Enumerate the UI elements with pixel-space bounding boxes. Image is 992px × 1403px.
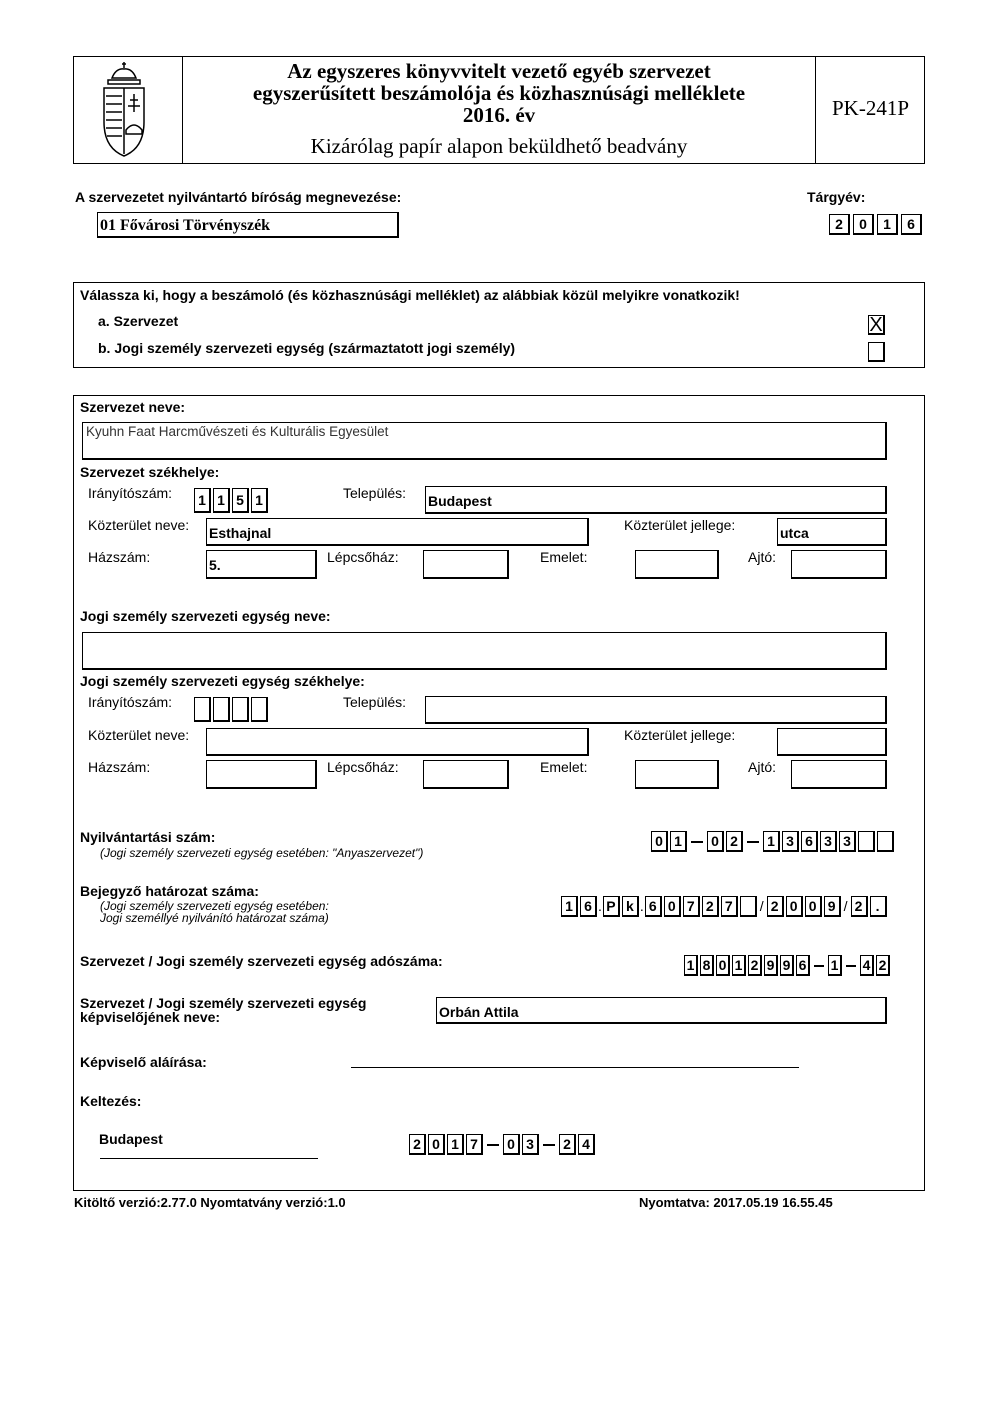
org-floor-label: Emelet: <box>540 549 588 565</box>
dec-char[interactable]: P <box>603 896 620 917</box>
tax-digit[interactable]: 8 <box>700 955 714 976</box>
org-city-label: Település: <box>343 485 407 501</box>
zip-digit[interactable] <box>232 697 249 722</box>
reg-digit[interactable]: 3 <box>839 831 856 852</box>
reg-digit[interactable]: 6 <box>801 831 818 852</box>
dec-char[interactable]: 6 <box>645 896 662 917</box>
selection-question: Válassza ki, hogy a beszámoló (és közhasznúsági melléklet) az alábbiak közül melyikre vonatkozik! <box>80 287 740 303</box>
footer-printed: Nyomtatva: 2017.05.19 16.55.45 <box>639 1195 833 1210</box>
year-digit[interactable]: 6 <box>901 214 922 235</box>
tax-dash <box>846 965 856 967</box>
date-digit[interactable]: 0 <box>428 1134 445 1155</box>
date-digit[interactable]: 0 <box>503 1134 520 1155</box>
dec-dot: . <box>639 898 644 914</box>
unit-stair-field[interactable] <box>423 760 509 789</box>
zip-digit[interactable]: 1 <box>251 488 268 513</box>
dec-char[interactable]: 7 <box>721 896 738 917</box>
org-zip-label: Irányítószám: <box>88 485 173 501</box>
court-field[interactable]: 01 Fővárosi Törvényszék <box>97 212 399 238</box>
org-seat-label: Szervezet székhelye: <box>80 464 220 480</box>
representative-field[interactable]: Orbán Attila <box>436 997 887 1024</box>
dating-place[interactable]: Budapest <box>99 1131 163 1147</box>
org-street-label: Közterület neve: <box>88 517 190 533</box>
dec-char[interactable]: 1 <box>561 896 578 917</box>
unit-house-field[interactable] <box>206 760 317 789</box>
org-floor-field[interactable] <box>635 550 719 579</box>
unit-name-label: Jogi személy szervezeti egység neve: <box>80 608 331 624</box>
reg-digit[interactable]: 0 <box>651 831 668 852</box>
reg-dash <box>747 841 759 843</box>
zip-digit[interactable]: 1 <box>194 488 211 513</box>
tax-digit[interactable]: 1 <box>732 955 746 976</box>
unit-floor-label: Emelet: <box>540 759 588 775</box>
main-form-box <box>73 395 925 1191</box>
tax-number-cells[interactable] <box>684 955 892 976</box>
reg-dash <box>691 841 703 843</box>
org-stair-label: Lépcsőház: <box>327 549 399 565</box>
tax-digit[interactable]: 2 <box>876 955 890 976</box>
unit-name-field[interactable] <box>82 632 887 670</box>
representative-label-line2: képviselőjének neve: <box>80 1009 221 1025</box>
unit-house-label: Házszám: <box>88 759 151 775</box>
option-b-checkbox[interactable] <box>868 342 885 362</box>
zip-digit[interactable] <box>213 697 230 722</box>
option-a-label: a. Szervezet <box>98 313 179 329</box>
date-digit[interactable]: 7 <box>466 1134 483 1155</box>
unit-door-field[interactable] <box>791 760 887 789</box>
tax-digit[interactable]: 9 <box>780 955 794 976</box>
option-b-label: b. Jogi személy szervezeti egység (származtatott jogi személy) <box>98 340 516 356</box>
decision-note-line1: (Jogi személy szervezeti egység esetében: <box>100 899 329 913</box>
dec-char[interactable]: 2 <box>851 896 868 917</box>
tax-number-label: Szervezet / Jogi személy szervezeti egység adószáma: <box>80 953 443 969</box>
dec-char[interactable]: 0 <box>786 896 803 917</box>
unit-city-label: Település: <box>343 694 407 710</box>
reg-digit[interactable]: 1 <box>763 831 780 852</box>
unit-street-type-field[interactable] <box>777 728 887 756</box>
dating-place-line <box>100 1158 318 1159</box>
unit-stair-label: Lépcsőház: <box>327 759 399 775</box>
unit-zip-cells[interactable] <box>194 697 270 722</box>
unit-floor-field[interactable] <box>635 760 719 789</box>
org-stair-field[interactable] <box>423 550 509 579</box>
subject-year-label: Tárgyév: <box>807 189 866 205</box>
court-label: A szervezetet nyilvántartó bíróság megnevezése: <box>75 189 402 205</box>
unit-street-label: Közterület neve: <box>88 727 190 743</box>
registration-label: Nyilvántartási szám: <box>80 829 216 845</box>
org-house-field[interactable]: 5. <box>206 550 317 579</box>
dec-char[interactable]: . <box>870 896 887 917</box>
zip-digit[interactable]: 5 <box>232 488 249 513</box>
tax-digit[interactable]: 4 <box>860 955 874 976</box>
reg-digit[interactable] <box>877 831 894 852</box>
reg-digit[interactable]: 3 <box>782 831 799 852</box>
subject-year-cells[interactable] <box>829 214 925 235</box>
form-title-line3: 2016. év <box>462 103 536 127</box>
reg-digit[interactable] <box>858 831 875 852</box>
org-name-label: Szervezet neve: <box>80 399 186 415</box>
unit-door-label: Ajtó: <box>748 759 777 775</box>
date-digit[interactable]: 4 <box>578 1134 595 1155</box>
date-cells[interactable] <box>409 1134 597 1155</box>
org-street-type-label: Közterület jellege: <box>624 517 736 533</box>
signature-label: Képviselő aláírása: <box>80 1054 207 1070</box>
year-digit[interactable]: 2 <box>829 214 850 235</box>
date-digit[interactable]: 1 <box>447 1134 464 1155</box>
registration-cells[interactable] <box>651 831 896 852</box>
reg-digit[interactable]: 3 <box>820 831 837 852</box>
tax-digit[interactable]: 2 <box>748 955 762 976</box>
unit-street-field[interactable] <box>206 728 589 756</box>
dec-slash: / <box>843 898 848 914</box>
org-zip-cells[interactable] <box>194 488 270 513</box>
org-city-field[interactable]: Budapest <box>425 486 887 514</box>
form-title-line2: egyszerűsített beszámolója és közhasznúsági melléklete <box>252 81 746 105</box>
dec-dot: . <box>598 898 602 914</box>
form-title-line1: Az egyszeres könyvvitelt vezető egyéb szervezet <box>287 59 711 83</box>
tax-dash <box>814 965 824 967</box>
unit-seat-label: Jogi személy szervezeti egység székhelye: <box>80 673 365 689</box>
signature-line[interactable] <box>351 1067 799 1068</box>
zip-digit[interactable] <box>251 697 268 722</box>
dec-char[interactable]: 6 <box>580 896 597 917</box>
org-house-label: Házszám: <box>88 549 151 565</box>
date-dash <box>487 1144 499 1146</box>
reg-digit[interactable]: 1 <box>670 831 687 852</box>
reg-digit[interactable]: 2 <box>726 831 743 852</box>
registration-note: (Jogi személy szervezeti egység esetében: "Anyaszervezet") <box>100 846 424 860</box>
form-code: PK-241P <box>831 96 910 120</box>
unit-city-field[interactable] <box>425 696 887 724</box>
org-name-field[interactable]: Kyuhn Faat Harcművészeti és Kulturális Egyesület <box>82 422 887 460</box>
unit-street-type-label: Közterület jellege: <box>624 727 736 743</box>
tax-digit[interactable]: 1 <box>684 955 698 976</box>
dec-char[interactable]: 0 <box>805 896 822 917</box>
tax-digit[interactable]: 0 <box>716 955 730 976</box>
org-street-field[interactable]: Esthajnal <box>206 518 589 546</box>
footer-version: Kitöltő verzió:2.77.0 Nyomtatvány verzió:1.0 <box>74 1195 346 1210</box>
zip-digit[interactable]: 1 <box>213 488 230 513</box>
unit-zip-label: Irányítószám: <box>88 694 173 710</box>
dec-char[interactable]: k <box>622 896 639 917</box>
representative-label-line1: Szervezet / Jogi személy szervezeti egység <box>80 995 367 1011</box>
decision-label: Bejegyző határozat száma: <box>80 883 259 899</box>
dec-char[interactable]: 7 <box>683 896 700 917</box>
dec-char[interactable]: 2 <box>767 896 784 917</box>
decision-cells[interactable] <box>561 896 889 917</box>
dec-char[interactable] <box>740 896 757 917</box>
year-digit[interactable]: 1 <box>877 214 898 235</box>
decision-note-line2: Jogi személlyé nyilvánító határozat száma) <box>100 911 329 925</box>
tax-digit[interactable]: 9 <box>764 955 778 976</box>
org-street-type-field[interactable]: utca <box>777 518 887 546</box>
form-subtitle: Kizárólag papír alapon beküldhető beadvány <box>310 134 688 158</box>
year-digit[interactable]: 0 <box>853 214 874 235</box>
date-digit[interactable]: 3 <box>522 1134 539 1155</box>
dec-char[interactable]: 2 <box>702 896 719 917</box>
dec-slash: / <box>759 898 764 914</box>
dec-char[interactable]: 9 <box>824 896 841 917</box>
tax-digit[interactable]: 6 <box>796 955 810 976</box>
date-digit[interactable]: 2 <box>409 1134 426 1155</box>
date-dash <box>543 1144 555 1146</box>
zip-digit[interactable] <box>194 697 211 722</box>
date-digit[interactable]: 2 <box>559 1134 576 1155</box>
dec-char[interactable]: 0 <box>664 896 681 917</box>
reg-digit[interactable]: 0 <box>707 831 724 852</box>
org-door-field[interactable] <box>791 550 887 579</box>
coat-of-arms-icon <box>94 60 154 160</box>
dating-label: Keltezés: <box>80 1093 142 1109</box>
option-a-checkbox[interactable]: X <box>868 315 885 335</box>
tax-digit[interactable]: 1 <box>828 955 842 976</box>
org-door-label: Ajtó: <box>748 549 777 565</box>
